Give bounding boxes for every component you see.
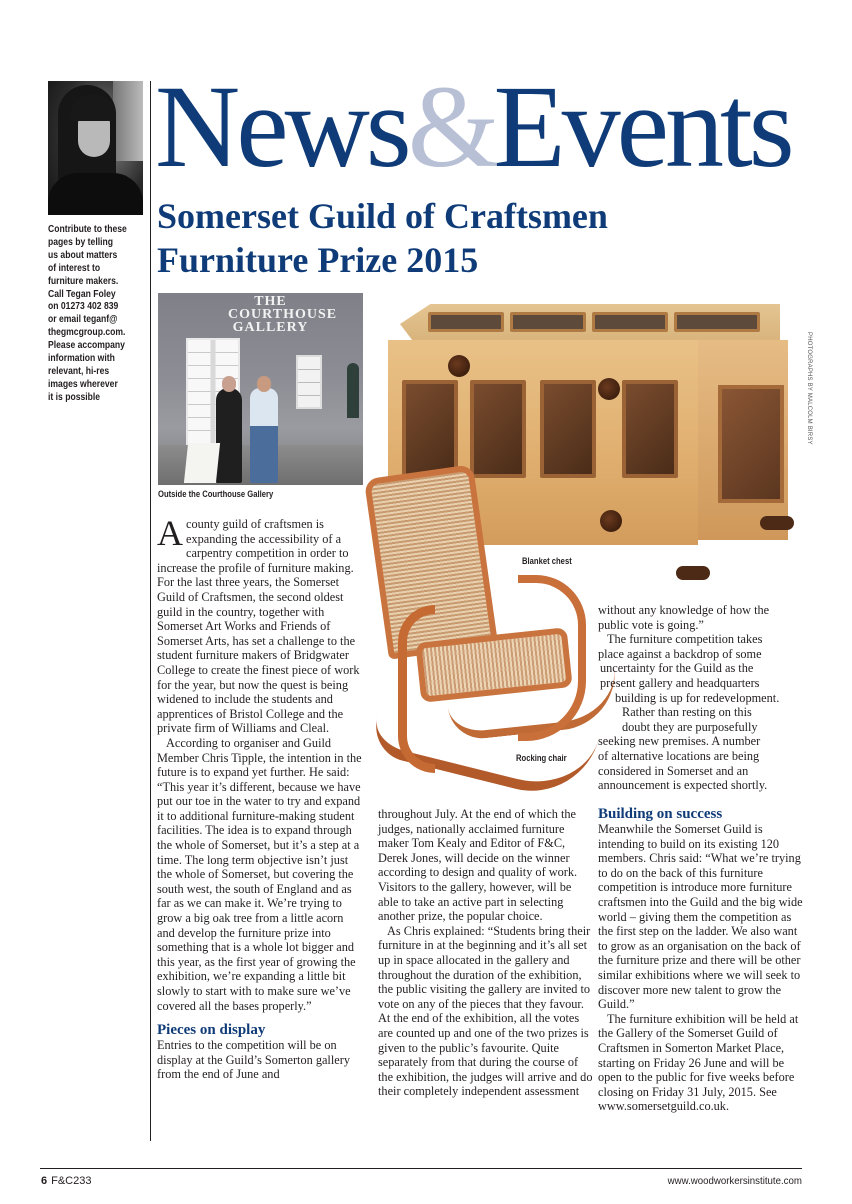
website-link[interactable]: www.woodworkersinstitute.com <box>667 1175 802 1187</box>
body-paragraph: throughout July. At the end of which the judges, nationally acclaimed furniture maker Tom Kealy and Editor of F&C, Derek Jones, will decide on the winner according to design and quality of work. Visitors to the gallery, however, will be able to take an active part in selecting another prize, the popular choice. <box>378 807 578 924</box>
masthead-ampersand: & <box>407 61 494 192</box>
courthouse-sign: THE COURTHOUSE GALLERY <box>228 294 338 335</box>
footer-rule <box>40 1168 802 1169</box>
page-folio <box>41 1175 91 1187</box>
body-paragraph: According to organiser and Guild Member Chris Tipple, the intention in the future is to expand yet further. He said: “This year it’s different, because we have put our toe in the water to try and expand it to additional furniture-making student facilities. The idea is to expand through the whole of Somerset, but it’s a step at a time. The long term objective isn’t just the whole of Somerset, but covering the south west, the south of England and as far as we can make it. We’re trying to grow a big oak tree from a little acorn and develop the furniture prize into something that is a whole lot bigger and this year, as the first year of growing the exhibition, we’re expanding a little bit slowly to start with to make sure we’ve covered all the bases properly.” <box>157 735 362 1013</box>
section-masthead <box>155 61 791 192</box>
courthouse-gallery-photo <box>158 293 363 485</box>
article-column-3-lower <box>598 806 808 1114</box>
subheading-pieces-on-display: Pieces on display <box>157 1022 266 1039</box>
article-headline: Somerset Guild of Craftsmen Furniture Prize 2015 <box>157 196 608 280</box>
masthead-news: News <box>155 61 408 192</box>
body-paragraph: The furniture exhibition will be held at the Gallery of the Somerset Guild of Craftsmen in Somerton Market Place, starting on Friday 26 June and will be open to the public for five weeks before closing on Friday 31 July, 2015. See www.somersetguild.co.uk. <box>598 1011 799 1114</box>
intro-paragraph: Acounty guild of craftsmen is expanding the accessibility of a carpentry competition in order to increase the profile of furniture making. For the last three years, the Somerset Guild of Craftsmen, the second oldest guild in the country, together with Somerset Art Works and Friends of Somerset Arts, has set a challenge to the student furniture makers of Bridgwater College to create the finest piece of work for the year, but now the quest is being widened to include the students and apprentices of Bristol College and the private firm of Williams and Cleal. <box>157 513 360 736</box>
drop-cap: A <box>157 513 183 553</box>
article-column-1 <box>157 513 362 1082</box>
article-column-2 <box>378 807 593 1099</box>
issue-label: F&C233 <box>51 1175 92 1187</box>
photo-credit: PHOTOGRAPHS BY MALCOLM BIRSY <box>806 332 812 445</box>
contributor-portrait <box>48 81 143 215</box>
subheading-building-on-success: Building on success <box>598 806 723 822</box>
article-column-3: without any knowledge of how the public vote is going.” The furniture competition takes place against a backdrop of some uncertainty for the Guild as the present gallery and headquarters building is up for redevelopment. Rather than resting on this doubt they are purposefully seeking new premises. A number of alternative locations are being considered in Somerset and an announcement is expected shortly. <box>598 603 780 793</box>
blanket-chest-caption: Blanket chest <box>522 556 572 566</box>
masthead-events: Events <box>493 61 791 192</box>
page-number: 6 <box>41 1175 48 1187</box>
body-paragraph: Meanwhile the Somerset Guild is intending to build on its existing 120 members. Chris said: “What we’re trying to do on the back of this furniture competition is introduce more furniture craftsmen into the Guild and the big wide world – giving them the competition as the first step on the ladder. We also want to grow as an organisation on the back of the furniture prize and there will be other similar exhibitions where we will seek to discover more new talent to grow the Guild.” <box>598 822 803 1012</box>
body-paragraph: As Chris explained: “Students bring their furniture in at the beginning and it’s all set up in space allocated in the gallery and throughout the duration of the exhibition, the public visiting the gallery are invited to vote on any of the pieces that they favour. At the end of the exhibition, all the votes are counted up and one of the two prizes is given to the public’s favourite. Quite separately from that during the course of the exhibition, the judges will arrive and do their completely independent assessment <box>378 923 593 1099</box>
rocking-chair-caption: Rocking chair <box>516 753 567 763</box>
contribute-note: Contribute to these pages by telling us about matters of interest to furniture makers. Call Tegan Foley on 01273 402 839 or email teganf@ thegmcgroup.com. Please accompany information with relevant, hi-res images wherever it is possible <box>48 224 127 403</box>
courthouse-caption: Outside the Courthouse Gallery <box>158 489 274 499</box>
column-divider <box>150 81 151 1141</box>
rocking-chair-photo <box>368 465 613 795</box>
body-paragraph: Entries to the competition will be on display at the Guild’s Somerton gallery from the end of June and <box>157 1038 350 1082</box>
